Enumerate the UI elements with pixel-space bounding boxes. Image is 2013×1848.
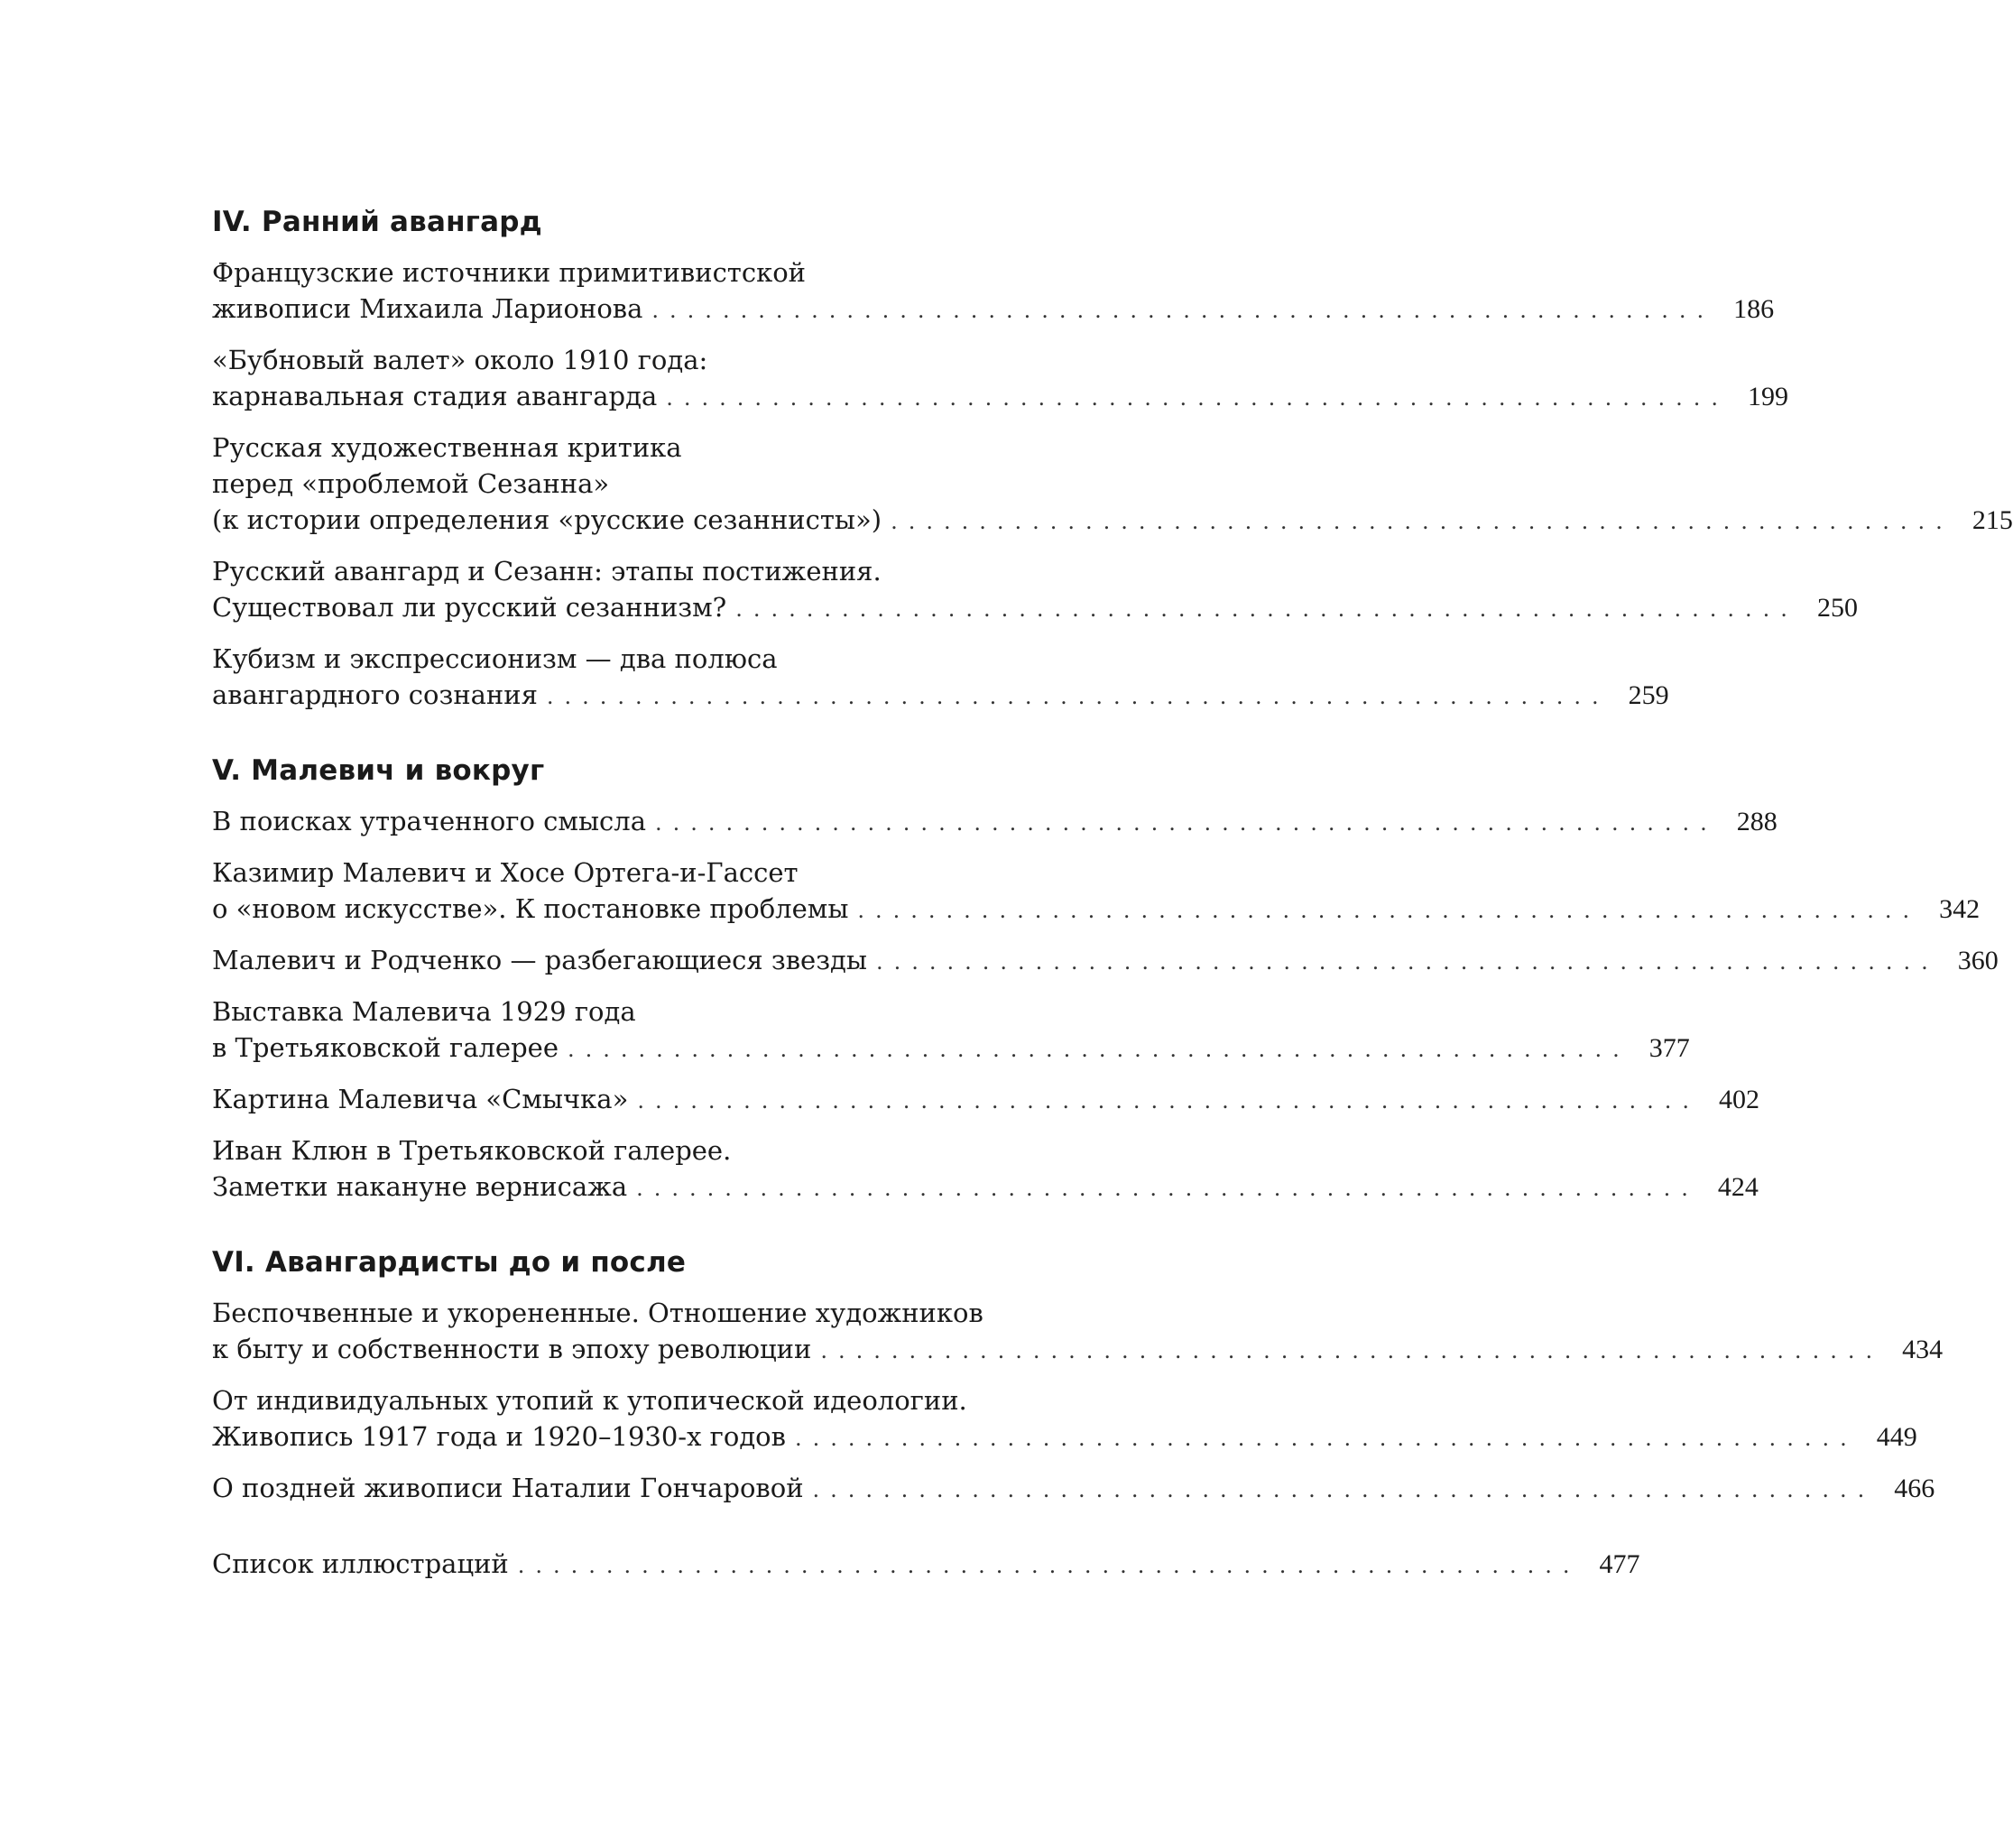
page-number: 477 [1599, 1549, 1640, 1579]
page-number: 449 [1876, 1422, 1917, 1452]
dot-leader: ............................................................ [517, 1553, 1581, 1578]
entry-title-line: «Бубновый валет» около 1910 года: [212, 345, 708, 375]
toc-entry[interactable] [212, 641, 1669, 715]
page-number: 250 [1816, 593, 1858, 623]
toc-entry[interactable] [212, 430, 2013, 540]
dot-leader: ............................................................ [637, 1088, 1701, 1113]
dot-leader: ............................................................ [875, 949, 1939, 975]
toc-entry[interactable] [212, 1132, 1759, 1206]
entry-title-line: в Третьяковской галерее [212, 1032, 559, 1063]
toc-entry[interactable] [212, 342, 1788, 416]
page-number: 424 [1717, 1172, 1759, 1202]
entry-title-line: Казимир Малевич и Хосе Ортега-и-Гассет [212, 857, 799, 888]
entry-title-line: Русская художественная критика [212, 432, 682, 463]
page-number: 215 [1971, 505, 2013, 535]
entry-title-line: живописи Михаила Ларионова [212, 293, 643, 324]
toc-section [212, 1244, 1944, 1508]
entry-title-line: Выставка Малевича 1929 года [212, 996, 636, 1027]
dot-leader: ............................................................ [820, 1338, 1884, 1363]
section-title: IV. Ранний авангард [212, 206, 542, 238]
entry-title-line: Живопись 1917 года и 1920–1930-х годов [212, 1421, 786, 1452]
section-title: V. Малевич и вокруг [212, 754, 545, 787]
dot-leader: ............................................................ [891, 509, 1953, 534]
entry-title-line: перед «проблемой Сезанна» [212, 468, 610, 499]
dot-leader: ............................................................ [651, 298, 1715, 323]
page-number: 402 [1719, 1085, 1760, 1114]
page-number: 434 [1902, 1335, 1944, 1364]
table-of-contents [212, 204, 2013, 1597]
toc-entry-illustrations[interactable] [212, 1546, 1640, 1584]
toc-entry[interactable] [212, 553, 1858, 627]
entry-title-line: Существовал ли русский сезаннизм? [212, 592, 727, 623]
page-number: 360 [1957, 946, 1999, 975]
entry-title-line: Заметки накануне вернисажа [212, 1171, 628, 1202]
entry-title-line: авангардного сознания [212, 679, 538, 710]
entry-title-line: Иван Клюн в Третьяковской галерее. [212, 1135, 732, 1166]
page-number: 259 [1628, 680, 1669, 710]
dot-leader: ............................................................ [655, 810, 1718, 836]
toc-entry[interactable] [212, 1295, 1944, 1369]
entry-title-line: о «новом искусстве». К постановке проблемы [212, 893, 849, 924]
entry-title-line: В поисках утраченного смысла [212, 806, 646, 836]
toc-entry[interactable] [212, 1470, 1935, 1508]
toc-entry[interactable] [212, 254, 1775, 328]
toc-entry[interactable] [212, 803, 1778, 841]
entry-title-line: Список иллюстраций [212, 1548, 509, 1579]
entry-title-line: О поздней живописи Наталии Гончаровой [212, 1473, 804, 1503]
page-number: 186 [1733, 294, 1775, 324]
page-number: 377 [1648, 1033, 1690, 1063]
entry-title-line: Русский авангард и Сезанн: этапы постижения. [212, 556, 882, 587]
entry-title-line: Кубизм и экспрессионизм — два полюса [212, 643, 778, 674]
entry-title-line: Картина Малевича «Смычка» [212, 1084, 629, 1114]
toc-entry[interactable] [212, 942, 1999, 980]
dot-leader: ............................................................ [812, 1477, 1876, 1502]
entry-title-line: Малевич и Родченко — разбегающиеся звезды [212, 945, 867, 975]
dot-leader: ............................................................ [636, 1176, 1699, 1201]
dot-leader: ............................................................ [735, 596, 1798, 622]
dot-leader: ............................................................ [857, 898, 1921, 923]
dot-leader: ............................................................ [666, 385, 1729, 411]
page-number: 466 [1894, 1474, 1935, 1503]
entry-title-line: Французские источники примитивистской [212, 257, 807, 288]
toc-section [212, 204, 2013, 715]
entry-title-line: От индивидуальных утопий к утопической идеологии. [212, 1385, 967, 1416]
entry-title-line: (к истории определения «русские сезаннисты») [212, 504, 882, 535]
dot-leader: ............................................................ [567, 1037, 1630, 1062]
section-title: VI. Авангардисты до и после [212, 1246, 687, 1279]
toc-section [212, 753, 1999, 1206]
dot-leader: ............................................................ [794, 1426, 1858, 1451]
page-number: 199 [1748, 382, 1788, 411]
entry-title-line: карнавальная стадия авангарда [212, 381, 658, 411]
toc-entry[interactable] [212, 993, 1690, 1067]
toc-entry[interactable] [212, 1081, 1760, 1119]
page-number: 342 [1939, 894, 1981, 924]
entry-title-line: к быту и собственности в эпоху революции [212, 1334, 812, 1364]
dot-leader: ............................................................ [546, 684, 1610, 709]
page-number: 288 [1736, 807, 1778, 836]
toc-entry[interactable] [212, 855, 1981, 929]
toc-entry[interactable] [212, 1382, 1917, 1456]
entry-title-line: Беспочвенные и укорененные. Отношение художников [212, 1298, 983, 1328]
